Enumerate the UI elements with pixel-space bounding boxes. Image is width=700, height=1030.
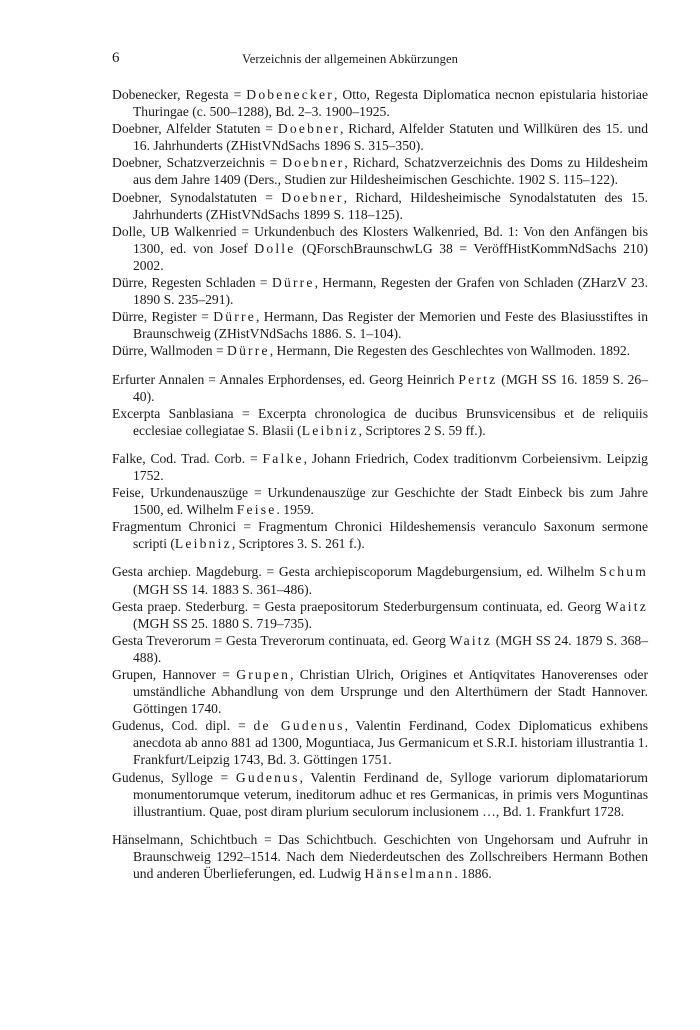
abbreviation-list [112,86,648,893]
entry-citation-text: . 1886. [454,866,492,882]
running-title: Verzeichnis der allgemeinen Abkürzungen [242,52,458,66]
entry-citation-text: (QForschBraunschwLG 38 = VeröffHistKommNdSachs 210) 2002. [133,240,648,273]
entry-group [112,371,648,439]
entry-group [112,563,648,819]
abbreviation-entry [112,189,648,223]
entry-citation-text: , Hermann, Die Regesten des Geschlechtes von Wallmoden. 1892. [269,343,631,359]
abbreviation-entry [112,769,648,820]
abbreviation-entry [112,86,648,120]
entry-lead-text: Hänselmann, Schichtbuch = Das Schichtbuch. Geschichten von Ungehorsam und Aufruhr in Braunschweig 1292–1514. Nach dem Niederdeutschen des Zollschreibers Hermann Bothen und anderen Überlieferungen, ed. Ludwig [112,831,648,882]
spaced-author-name: Waitz [449,632,493,648]
entry-group [112,86,648,360]
spaced-author-name: Dobenecker [246,87,334,102]
abbreviation-entry [112,563,648,597]
spaced-author-name: Waitz [605,598,648,614]
abbreviation-entry [112,154,648,188]
spaced-author-name: Schum [599,564,648,580]
entry-lead-text: Excerpta Sanblasiana = Excerpta chronologica de ducibus Brunsvicensibus et de reliquiis ecclesiae collegiatae S. Blasii ( [112,405,648,438]
entry-citation-text: , Hermann, Das Register der Memorien und Feste des Blasiusstiftes in Braunschweig (ZHistVNdSachs 1886. S. 1–104). [133,309,648,342]
spaced-author-name: Dolle [254,240,296,256]
spaced-author-name: Feise [236,502,277,518]
spaced-author-name: Falke [262,450,304,466]
spaced-author-name: Pertz [458,371,498,387]
entry-lead-text: Doebner, Alfelder Statuten = [112,121,278,137]
abbreviation-entry [112,450,648,484]
spaced-author-name: Doebner [281,189,344,205]
abbreviation-entry [112,223,648,274]
entry-citation-text: (MGH SS 16. 1859 S. 26–40). [133,371,648,404]
abbreviation-entry [112,598,648,632]
abbreviation-entry [112,717,648,768]
entry-citation-text: , Scriptores 3. S. 261 f.). [231,536,365,552]
entry-lead-text: Dobenecker, Regesta = [112,87,247,102]
entry-citation-text: , Hermann, Regesten der Grafen von Schladen (ZHarzV 23. 1890 S. 235–291). [133,275,648,308]
entry-lead-text: Gesta Treverorum = Gesta Treverorum continuata, ed. Georg [112,632,450,648]
spaced-author-name: Hänselmann [364,866,455,882]
spaced-author-name: Dürre [271,275,315,291]
entry-citation-text: , Richard, Alfelder Statuten und Willküren des 15. und 16. Jahrhunderts (ZHistVNdSachs 1896 S. 315–350). [133,121,648,154]
entry-citation-text: (MGH SS 24. 1879 S. 368–488). [133,632,648,665]
abbreviation-entry [112,342,648,359]
entry-lead-text: Gesta archiep. Magdeburg. = Gesta archiepiscoporum Magdeburgensium, ed. Wilhelm [112,564,600,580]
abbreviation-entry [112,371,648,405]
entry-citation-text: (MGH SS 14. 1883 S. 361–486). [133,581,313,597]
spaced-author-name: Doebner [282,155,345,171]
entry-lead-text: Erfurter Annalen = Annales Erphordenses, ed. Georg Heinrich [112,371,459,387]
entry-citation-text: , Johann Friedrich, Codex traditionvm Corbeiensivm. Leipzig 1752. [133,450,648,483]
entry-lead-text: Dürre, Regesten Schladen = [112,275,272,291]
abbreviation-entry [112,405,648,439]
entry-citation-text: , Christian Ulrich, Origines et Antiqvitates Hanoverenses oder umständliche Abhandlung von dem Ursprunge und den Alterthümern der Stadt Hannover. Göttingen 1740. [133,667,648,717]
entry-citation-text: , Otto, Regesta Diplomatica necnon epistularia historiae Thuringae (c. 500–1288), Bd. 2–3. 1900–1925. [133,87,648,120]
page-number: 6 [112,50,120,66]
abbreviation-entry [112,308,648,342]
spaced-author-name: Gudenus [235,769,300,785]
entry-citation-text: . 1959. [276,502,314,518]
entry-lead-text: Grupen, Hannover = [112,667,237,682]
entry-lead-text: Doebner, Synodalstatuten = [112,189,282,205]
spaced-author-name: Grupen [236,667,291,682]
abbreviation-entry [112,484,648,518]
entry-group [112,450,648,553]
entry-lead-text: Dolle, UB Walkenried = Urkundenbuch des Klosters Walkenried, Bd. 1: Von den Anfängen bis 1300, ed. von Josef [112,223,648,256]
entry-lead-text: Feise, Urkundenauszüge = Urkundenauszüge zur Geschichte der Stadt Einbeck bis zum Jahre 1500, ed. Wilhelm [112,485,648,518]
spaced-author-name: Doebner [277,121,341,137]
abbreviation-entry [112,831,648,882]
entry-citation-text: , Richard, Hildesheimische Synodalstatuten des 15. Jahrhunderts (ZHistVNdSachs 1899 S. 118–125). [133,189,648,222]
abbreviation-entry [112,518,648,552]
abbreviation-entry [112,666,648,717]
abbreviation-entry [112,632,648,666]
entry-citation-text: (MGH SS 25. 1880 S. 719–735). [133,615,313,631]
entry-lead-text: Gudenus, Cod. dipl. = [112,718,254,734]
entry-lead-text: Dürre, Register = [112,309,214,325]
spaced-author-name: Leibniz [301,422,359,438]
entry-citation-text: , Valentin Ferdinand de, Sylloge variorum diplomatariorum monumentorumque veterum, ineditorum adhuc et res Germanicas, in primis vers Moguntinas illustrantium. Quae, post diram plurium seculorum inclusionem …, Bd. 1. Frankfurt 1728. [133,769,648,819]
abbreviation-entry [112,274,648,308]
spaced-author-name: Dürre [227,343,270,359]
entry-lead-text: Fragmentum Chronici = Fragmentum Chronici Hildeshemensis veranculo Saxonum sermone scripti ( [112,519,648,552]
spaced-author-name: Dürre [213,309,256,325]
spaced-author-name: de Gudenus [253,718,345,734]
entry-lead-text: Doebner, Schatzverzeichnis = [112,155,283,171]
abbreviation-entry [112,120,648,154]
entry-citation-text: , Scriptores 2 S. 59 ff.). [358,422,486,438]
entry-citation-text: , Valentin Ferdinand, Codex Diplomaticus exhibens anecdota ab anno 881 ad 1300, Moguntiaca, Jus Germanicum et S.R.I. historiam illustrantia 1. Frankfurt/Leipzig 1743, Bd. 3. Göttingen 1751. [133,718,649,768]
entry-lead-text: Dürre, Wallmoden = [112,343,228,359]
entry-group [112,831,648,882]
entry-lead-text: Gesta praep. Stederburg. = Gesta praepositorum Stederburgensum continuata, ed. Georg [112,598,606,614]
entry-lead-text: Falke, Cod. Trad. Corb. = [112,450,263,466]
spaced-author-name: Leibniz [174,536,232,552]
entry-citation-text: , Richard, Schatzverzeichnis des Doms zu Hildesheim aus dem Jahre 1409 (Ders., Studien zur Hildesheimischen Geschichte. 1902 S. 115–122). [133,155,648,188]
entry-lead-text: Gudenus, Sylloge = [112,769,236,785]
